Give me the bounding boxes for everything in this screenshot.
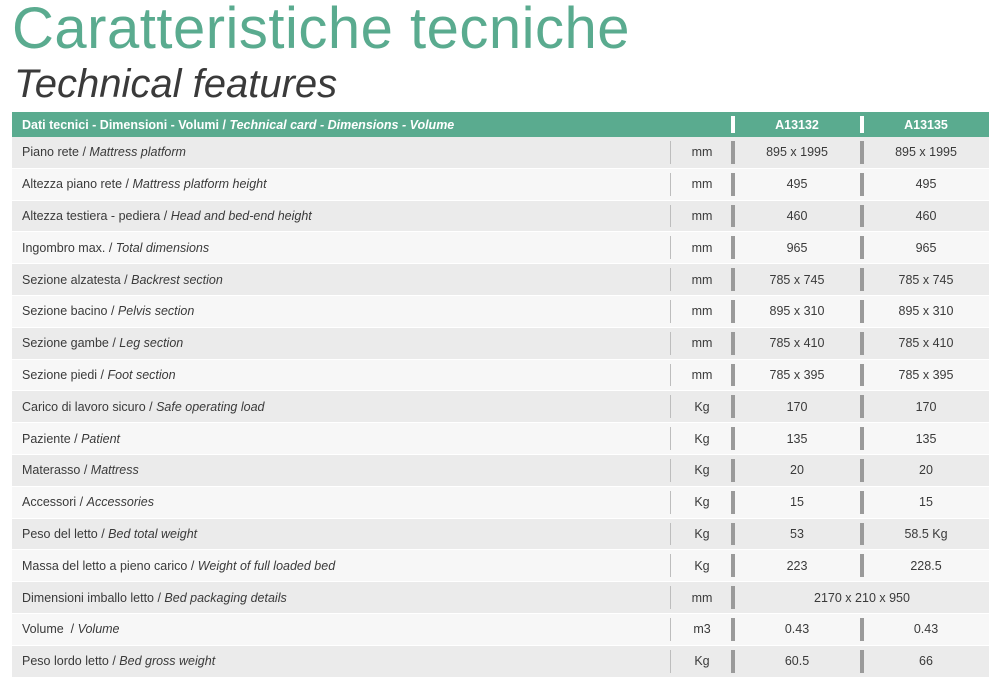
row-label-it: Sezione piedi / bbox=[22, 367, 108, 382]
column-divider bbox=[670, 141, 671, 164]
header-label-it: Dati tecnici - Dimensioni - Volumi / bbox=[22, 117, 230, 132]
row-label-it: Accessori / bbox=[22, 495, 87, 510]
column-divider bbox=[670, 650, 671, 673]
row-unit: mm bbox=[691, 272, 713, 287]
column-divider bbox=[670, 236, 671, 259]
column-divider bbox=[670, 332, 671, 355]
row-label-it: Sezione alzatesta / bbox=[22, 272, 132, 287]
row-label-en: Bed total weight bbox=[108, 526, 198, 541]
column-divider bbox=[670, 554, 671, 577]
row-unit: m3 bbox=[693, 622, 711, 637]
table-row bbox=[12, 582, 989, 614]
row-unit: mm bbox=[691, 208, 713, 223]
row-label-en: Pelvis section bbox=[117, 304, 195, 319]
row-unit: Kg bbox=[694, 495, 710, 510]
row-value-a13135: 895 x 310 bbox=[898, 304, 954, 319]
row-unit: Kg bbox=[694, 463, 710, 478]
row-label-en: Foot section bbox=[107, 367, 176, 382]
row-value-a13132: 0.43 bbox=[784, 622, 810, 637]
header-col-a13135: A13135 bbox=[904, 117, 948, 132]
row-label-it: Sezione bacino / bbox=[22, 304, 118, 319]
row-value-a13132: 53 bbox=[790, 526, 804, 541]
table-row bbox=[12, 614, 989, 646]
row-label-it: Sezione gambe / bbox=[22, 336, 120, 351]
row-label-it: Materasso / bbox=[22, 463, 91, 478]
row-label-en: Patient bbox=[81, 431, 120, 446]
row-value-a13135: 58.5 Kg bbox=[904, 526, 948, 541]
row-label-en: Total dimensions bbox=[115, 240, 210, 255]
row-unit: mm bbox=[691, 336, 713, 351]
row-label-en: Volume bbox=[77, 622, 120, 637]
row-value-a13135: 895 x 1995 bbox=[895, 145, 957, 160]
row-unit: Kg bbox=[694, 431, 710, 446]
row-label bbox=[22, 137, 662, 168]
table-row bbox=[12, 137, 989, 169]
technical-table bbox=[12, 112, 989, 678]
row-unit: Kg bbox=[694, 526, 710, 541]
row-label-en: Mattress platform bbox=[89, 145, 186, 160]
column-divider bbox=[670, 427, 671, 450]
row-value-a13132: 135 bbox=[786, 431, 808, 446]
row-label-en: Safe operating load bbox=[156, 399, 265, 414]
row-value-a13135: 228.5 bbox=[910, 558, 942, 573]
row-label bbox=[22, 519, 662, 550]
column-divider bbox=[670, 618, 671, 641]
row-label bbox=[22, 232, 662, 263]
row-label-it: Altezza piano rete / bbox=[22, 177, 133, 192]
row-value-a13135: 66 bbox=[919, 654, 933, 669]
row-value-a13135: 965 bbox=[915, 240, 937, 255]
row-label-it: Piano rete / bbox=[22, 145, 90, 160]
page-subtitle: Technical features bbox=[14, 62, 338, 106]
row-label-it: Peso lordo letto / bbox=[22, 654, 120, 669]
row-label-en: Accessories bbox=[86, 495, 154, 510]
row-label-it: Dimensioni imballo letto / bbox=[22, 590, 165, 605]
row-value-a13132: 895 x 310 bbox=[769, 304, 825, 319]
table-row bbox=[12, 201, 989, 233]
row-value-a13135: 785 x 745 bbox=[898, 272, 954, 287]
row-unit: mm bbox=[691, 367, 713, 382]
row-label bbox=[22, 423, 662, 454]
table-row bbox=[12, 360, 989, 392]
row-label-en: Mattress bbox=[90, 463, 139, 478]
row-value-a13135: 460 bbox=[915, 208, 937, 223]
row-unit: mm bbox=[691, 177, 713, 192]
row-unit: mm bbox=[691, 590, 713, 605]
table-row bbox=[12, 264, 989, 296]
row-value-a13135: 785 x 410 bbox=[898, 336, 954, 351]
row-unit: mm bbox=[691, 304, 713, 319]
row-value-a13135: 20 bbox=[919, 463, 933, 478]
row-label-en: Bed packaging details bbox=[164, 590, 287, 605]
column-divider bbox=[670, 523, 671, 546]
column-divider bbox=[670, 205, 671, 228]
row-label bbox=[22, 455, 662, 486]
row-value-a13132: 15 bbox=[790, 495, 804, 510]
table-row bbox=[12, 487, 989, 519]
row-label-it: Ingombro max. / bbox=[22, 240, 116, 255]
table-row bbox=[12, 328, 989, 360]
page-title: Caratteristiche tecniche bbox=[12, 0, 631, 61]
table-row bbox=[12, 646, 989, 678]
row-value-a13132: 223 bbox=[786, 558, 808, 573]
row-label bbox=[22, 296, 662, 327]
row-label-it: Peso del letto / bbox=[22, 526, 109, 541]
column-divider bbox=[670, 300, 671, 323]
row-value-a13132: 965 bbox=[786, 240, 808, 255]
row-value-merged: 2170 x 210 x 950 bbox=[814, 590, 910, 605]
row-value-a13135: 495 bbox=[915, 177, 937, 192]
table-header bbox=[12, 112, 989, 137]
row-value-a13132: 170 bbox=[786, 399, 808, 414]
table-row bbox=[12, 391, 989, 423]
table-row bbox=[12, 232, 989, 264]
row-value-a13132: 785 x 410 bbox=[769, 336, 825, 351]
column-divider bbox=[670, 268, 671, 291]
column-divider bbox=[670, 395, 671, 418]
row-label-en: Backrest section bbox=[131, 272, 223, 287]
row-unit: Kg bbox=[694, 558, 710, 573]
table-row bbox=[12, 169, 989, 201]
row-label-it: Volume / bbox=[22, 622, 78, 637]
table-row bbox=[12, 296, 989, 328]
row-label bbox=[22, 487, 662, 518]
row-label bbox=[22, 328, 662, 359]
row-value-a13132: 20 bbox=[790, 463, 804, 478]
row-label bbox=[22, 201, 662, 232]
row-label-it: Massa del letto a pieno carico / bbox=[22, 558, 198, 573]
row-label-it: Carico di lavoro sicuro / bbox=[22, 399, 157, 414]
row-value-a13135: 135 bbox=[915, 431, 937, 446]
column-divider bbox=[670, 173, 671, 196]
row-label bbox=[22, 360, 662, 391]
row-value-a13132: 785 x 395 bbox=[769, 367, 825, 382]
row-value-a13135: 785 x 395 bbox=[898, 367, 954, 382]
row-value-a13135: 0.43 bbox=[913, 622, 939, 637]
row-unit: mm bbox=[691, 240, 713, 255]
table-row bbox=[12, 455, 989, 487]
row-label bbox=[22, 550, 662, 581]
header-label-en: Technical card - Dimensions - Volume bbox=[229, 117, 455, 132]
table-body bbox=[12, 137, 989, 678]
row-value-a13132: 785 x 745 bbox=[769, 272, 825, 287]
row-label bbox=[22, 646, 662, 677]
row-value-a13135: 15 bbox=[919, 495, 933, 510]
row-label bbox=[22, 169, 662, 200]
row-unit: Kg bbox=[694, 654, 710, 669]
header-label bbox=[22, 112, 662, 137]
row-label bbox=[22, 614, 662, 645]
column-divider bbox=[670, 364, 671, 387]
row-value-a13132: 460 bbox=[786, 208, 808, 223]
row-label bbox=[22, 264, 662, 295]
row-unit: Kg bbox=[694, 399, 710, 414]
row-value-a13135: 170 bbox=[915, 399, 937, 414]
row-unit: mm bbox=[691, 145, 713, 160]
column-divider bbox=[670, 586, 671, 609]
row-label bbox=[22, 391, 662, 422]
header-col-a13132: A13132 bbox=[775, 117, 819, 132]
row-value-a13132: 495 bbox=[786, 177, 808, 192]
row-label-en: Bed gross weight bbox=[119, 654, 216, 669]
row-label-it: Paziente / bbox=[22, 431, 82, 446]
row-label-en: Mattress platform height bbox=[132, 177, 267, 192]
row-label-en: Leg section bbox=[119, 336, 184, 351]
row-label-en: Weight of full loaded bed bbox=[197, 558, 336, 573]
row-value-a13132: 60.5 bbox=[784, 654, 810, 669]
table-row bbox=[12, 423, 989, 455]
row-label bbox=[22, 582, 662, 613]
column-divider bbox=[670, 459, 671, 482]
table-row bbox=[12, 519, 989, 551]
column-divider bbox=[670, 491, 671, 514]
row-label-en: Head and bed-end height bbox=[170, 208, 312, 223]
table-row bbox=[12, 550, 989, 582]
row-value-a13132: 895 x 1995 bbox=[766, 145, 828, 160]
row-label-it: Altezza testiera - pediera / bbox=[22, 208, 171, 223]
